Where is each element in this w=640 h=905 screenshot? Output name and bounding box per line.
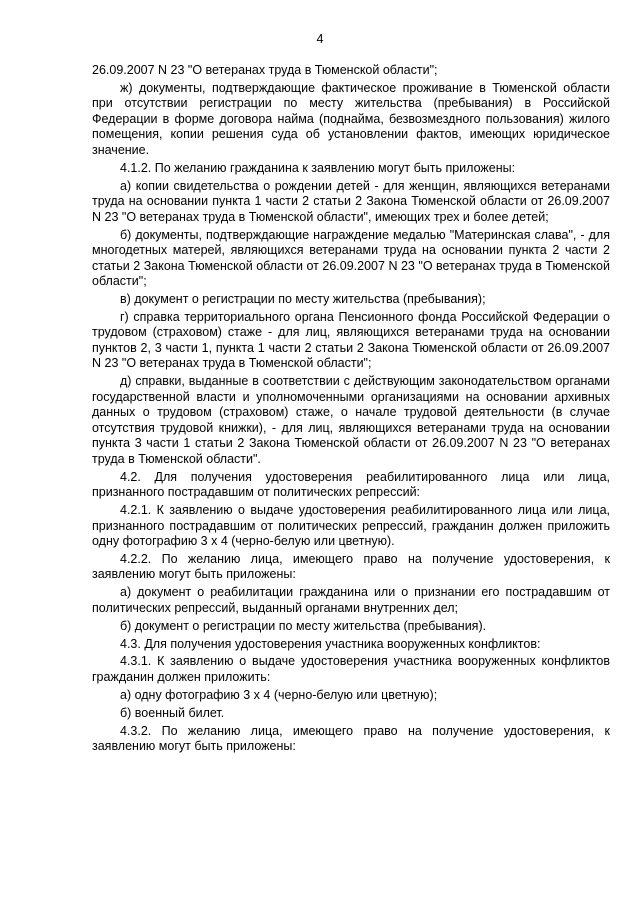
paragraph-4-3-1-b: б) военный билет. (120, 705, 225, 720)
paragraph-item-a: а) копии свидетельства о рождении детей - для женщин, являющихся ветеранами труда на основании пункта 1 части 2 статьи 2 Закона Тюменской области от 26.09.2007 N 23 "О ветеранах труда в Тюменской области", имеющих трех и более детей; (92, 178, 610, 224)
paragraph-4-2-2: 4.2.2. По желанию лица, имеющего право на получение удостоверения, к заявлению могут быть приложены: (92, 551, 610, 582)
paragraph-item-b: б) документы, подтверждающие награждение медалью "Материнская слава", - для многодетных матерей, являющихся ветеранами труда на основании пункта 2 части 2 статьи 2 Закона Тюменской области от 26.09.2007 N 23 "О ветеранах труда в Тюменской области"; (92, 227, 610, 289)
paragraph-4-3: 4.3. Для получения удостоверения участника вооруженных конфликтов: (120, 636, 541, 651)
paragraph-item-g: г) справка территориального органа Пенсионного фонда Российской Федерации о трудовом (страховом) стаже - для лиц, являющихся ветеранами труда на основании пунктов 2, 3 части 1, пункта 1 части 2 статьи 2 Закона Тюменской области от 26.09.2007 N 23 "О ветеранах труда в Тюменской области"; (92, 309, 610, 371)
paragraph-item-zh: ж) документы, подтверждающие фактическое проживание в Тюменской области при отсутствии регистрации по месту жительства (пребывания) в Российской Федерации в форме договора найма (поднайма, безвозмездного пользования) жилого помещения, копии решения суда об установлении фактов, имеющих юридическое значение. (92, 80, 610, 157)
paragraph-4-2-2-b: б) документ о регистрации по месту жительства (пребывания). (120, 618, 487, 633)
page-number: 4 (316, 32, 324, 46)
paragraph-continuation: 26.09.2007 N 23 "О ветеранах труда в Тюменской области"; (92, 63, 438, 77)
paragraph-4-2-2-a: а) документ о реабилитации гражданина или о признании его пострадавшим от политических репрессий, выданный органами внутренних дел; (92, 585, 610, 615)
document-body (92, 63, 610, 757)
paragraph-4-3-1-a: а) одну фотографию 3 x 4 (черно-белую или цветную); (120, 687, 438, 702)
paragraph-item-v: в) документ о регистрации по месту жительства (пребывания); (120, 291, 486, 306)
paragraph-4-1-2: 4.1.2. По желанию гражданина к заявлению могут быть приложены: (120, 160, 516, 175)
paragraph-item-d: д) справки, выданные в соответствии с действующим законодательством органами государственной власти и уполномоченными организациями на основании архивных данных о трудовом (страховом) стаже, о начале трудовой деятельности (в случае отсутствия трудовой книжки), - для лиц, являющихся ветеранами труда на основании пункта 3 части 1 статьи 2 Закона Тюменской области от 26.09.2007 N 23 "О ветеранах труда в Тюменской области". (92, 374, 610, 466)
paragraph-4-3-2: 4.3.2. По желанию лица, имеющего право на получение удостоверения, к заявлению могут быть приложены: (92, 723, 610, 754)
paragraph-4-2: 4.2. Для получения удостоверения реабилитированного лица или лица, признанного пострадавшим от политических репрессий: (92, 469, 610, 500)
paragraph-4-2-1: 4.2.1. К заявлению о выдаче удостоверения реабилитированного лица или лица, признанного пострадавшим от политических репрессий, гражданин должен приложить одну фотографию 3 x 4 (черно-белую или цветную). (92, 503, 610, 549)
paragraph-4-3-1: 4.3.1. К заявлению о выдаче удостоверения участника вооруженных конфликтов гражданин должен приложить: (92, 654, 610, 684)
